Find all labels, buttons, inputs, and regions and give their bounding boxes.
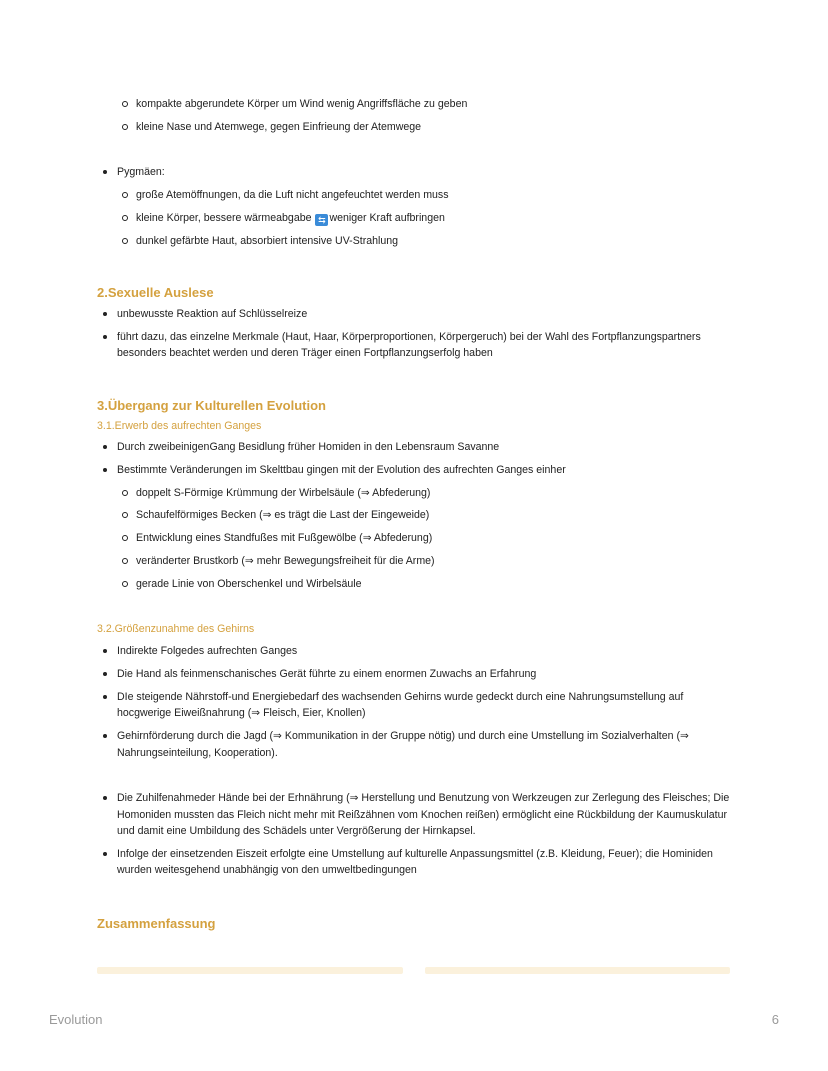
- list-item: Pygmäen:: [97, 164, 737, 181]
- list-item: doppelt S-Förmige Krümmung der Wirbelsäule (⇒ Abfederung): [97, 485, 737, 502]
- list-item: Indirekte Folgedes aufrechten Ganges: [97, 643, 737, 660]
- list-item: kleine Nase und Atemwege, gegen Einfrieung der Atemwege: [97, 119, 737, 136]
- subsection-heading: 3.2.Größenzunahme des Gehirns: [97, 623, 255, 636]
- list-item: Gehirnförderung durch die Jagd (⇒ Kommunikation in der Gruppe nötig) und durch eine Umstellung im Sozialverhalten (⇒ Nahrungseinteilung, Kooperation).: [97, 728, 737, 761]
- list-item: kompakte abgerundete Körper um Wind wenig Angriffsfläche zu geben: [97, 96, 737, 113]
- list-item: Die Hand als feinmenschanisches Gerät führte zu einem enormen Zuwachs an Erfahrung: [97, 666, 737, 683]
- section-heading: 3.Übergang zur Kulturellen Evolution: [97, 397, 326, 413]
- list-item: [97, 210, 737, 227]
- list-item: Bestimmte Veränderungen im Skelttbau gingen mit der Evolution des aufrechten Ganges einher: [97, 462, 737, 479]
- subsection-heading: 3.1.Erwerb des aufrechten Ganges: [97, 419, 262, 432]
- section3-2-list: [97, 643, 737, 879]
- section-heading: 2.Sexuelle Auslese: [97, 285, 214, 301]
- pygmaeen-list: [97, 164, 737, 181]
- list-item: DIe steigende Nährstoff-und Energiebedarf des wachsenden Gehirns wurde gedeckt durch eine Nahrungsumstellung auf hocgwerige Eiweißnahrung (⇒ Fleisch, Eier, Knollen): [97, 689, 737, 722]
- summary-divider-right: [425, 967, 730, 974]
- pygmaeen-sublist: [97, 187, 737, 249]
- section2-list: [97, 306, 737, 362]
- section-heading: Zusammenfassung: [97, 915, 216, 931]
- list-item: dunkel gefärbte Haut, absorbiert intensive UV-Strahlung: [97, 233, 737, 250]
- list-item: unbewusste Reaktion auf Schlüsselreize: [97, 306, 737, 323]
- intro-sublist: [97, 96, 737, 135]
- list-item: führt dazu, das einzelne Merkmale (Haut, Haar, Körperproportionen, Körpergeruch) bei der Wahl des Fortpflanzungspartners besonders beachtet werden und deren Träger einen Fortpflanzungserfolg haben: [97, 329, 737, 362]
- page-number: 6: [771, 1012, 779, 1027]
- section3-1-list: [97, 439, 737, 478]
- item-text: weniger Kraft aufbringen: [329, 211, 445, 224]
- list-item: Infolge der einsetzenden Eiszeit erfolgte eine Umstellung auf kulturelle Anpassungsmittel (z.B. Kleidung, Feuer); die Hominiden wurden weitesgehend unabhängig von den umweltbedingungen: [97, 846, 737, 879]
- list-item: Schaufelförmiges Becken (⇒ es trägt die Last der Eingeweide): [97, 507, 737, 524]
- arrows-swap-icon: ⇆: [315, 214, 328, 226]
- list-item: gerade Linie von Oberschenkel und Wirbelsäule: [97, 576, 737, 593]
- list-item: Durch zweibeinigenGang Besidlung früher Homiden in den Lebensraum Savanne: [97, 439, 737, 456]
- footer-title: Evolution: [49, 1012, 103, 1027]
- list-item: Die Zuhilfenahmeder Hände bei der Erhnährung (⇒ Herstellung und Benutzung von Werkzeugen zur Zerlegung des Fleisches; Die Homoniden mussten das Fleich nicht mehr mit Reißzähnen vom Knochen reißen) ermöglicht eine Rückbildung der Kaumuskulatur und damit eine Umbildung des Schädels unter Vergrößerung der Hirnkapsel.: [97, 790, 737, 840]
- list-item: große Atemöffnungen, da die Luft nicht angefeuchtet werden muss: [97, 187, 737, 204]
- section3-1-sublist: [97, 485, 737, 593]
- list-item: veränderter Brustkorb (⇒ mehr Bewegungsfreiheit für die Arme): [97, 553, 737, 570]
- page-content: [97, 96, 737, 932]
- summary-divider-left: [97, 967, 403, 974]
- list-item: Entwicklung eines Standfußes mit Fußgewölbe (⇒ Abfederung): [97, 530, 737, 547]
- item-text: kleine Körper, bessere wärmeabgabe: [136, 211, 312, 224]
